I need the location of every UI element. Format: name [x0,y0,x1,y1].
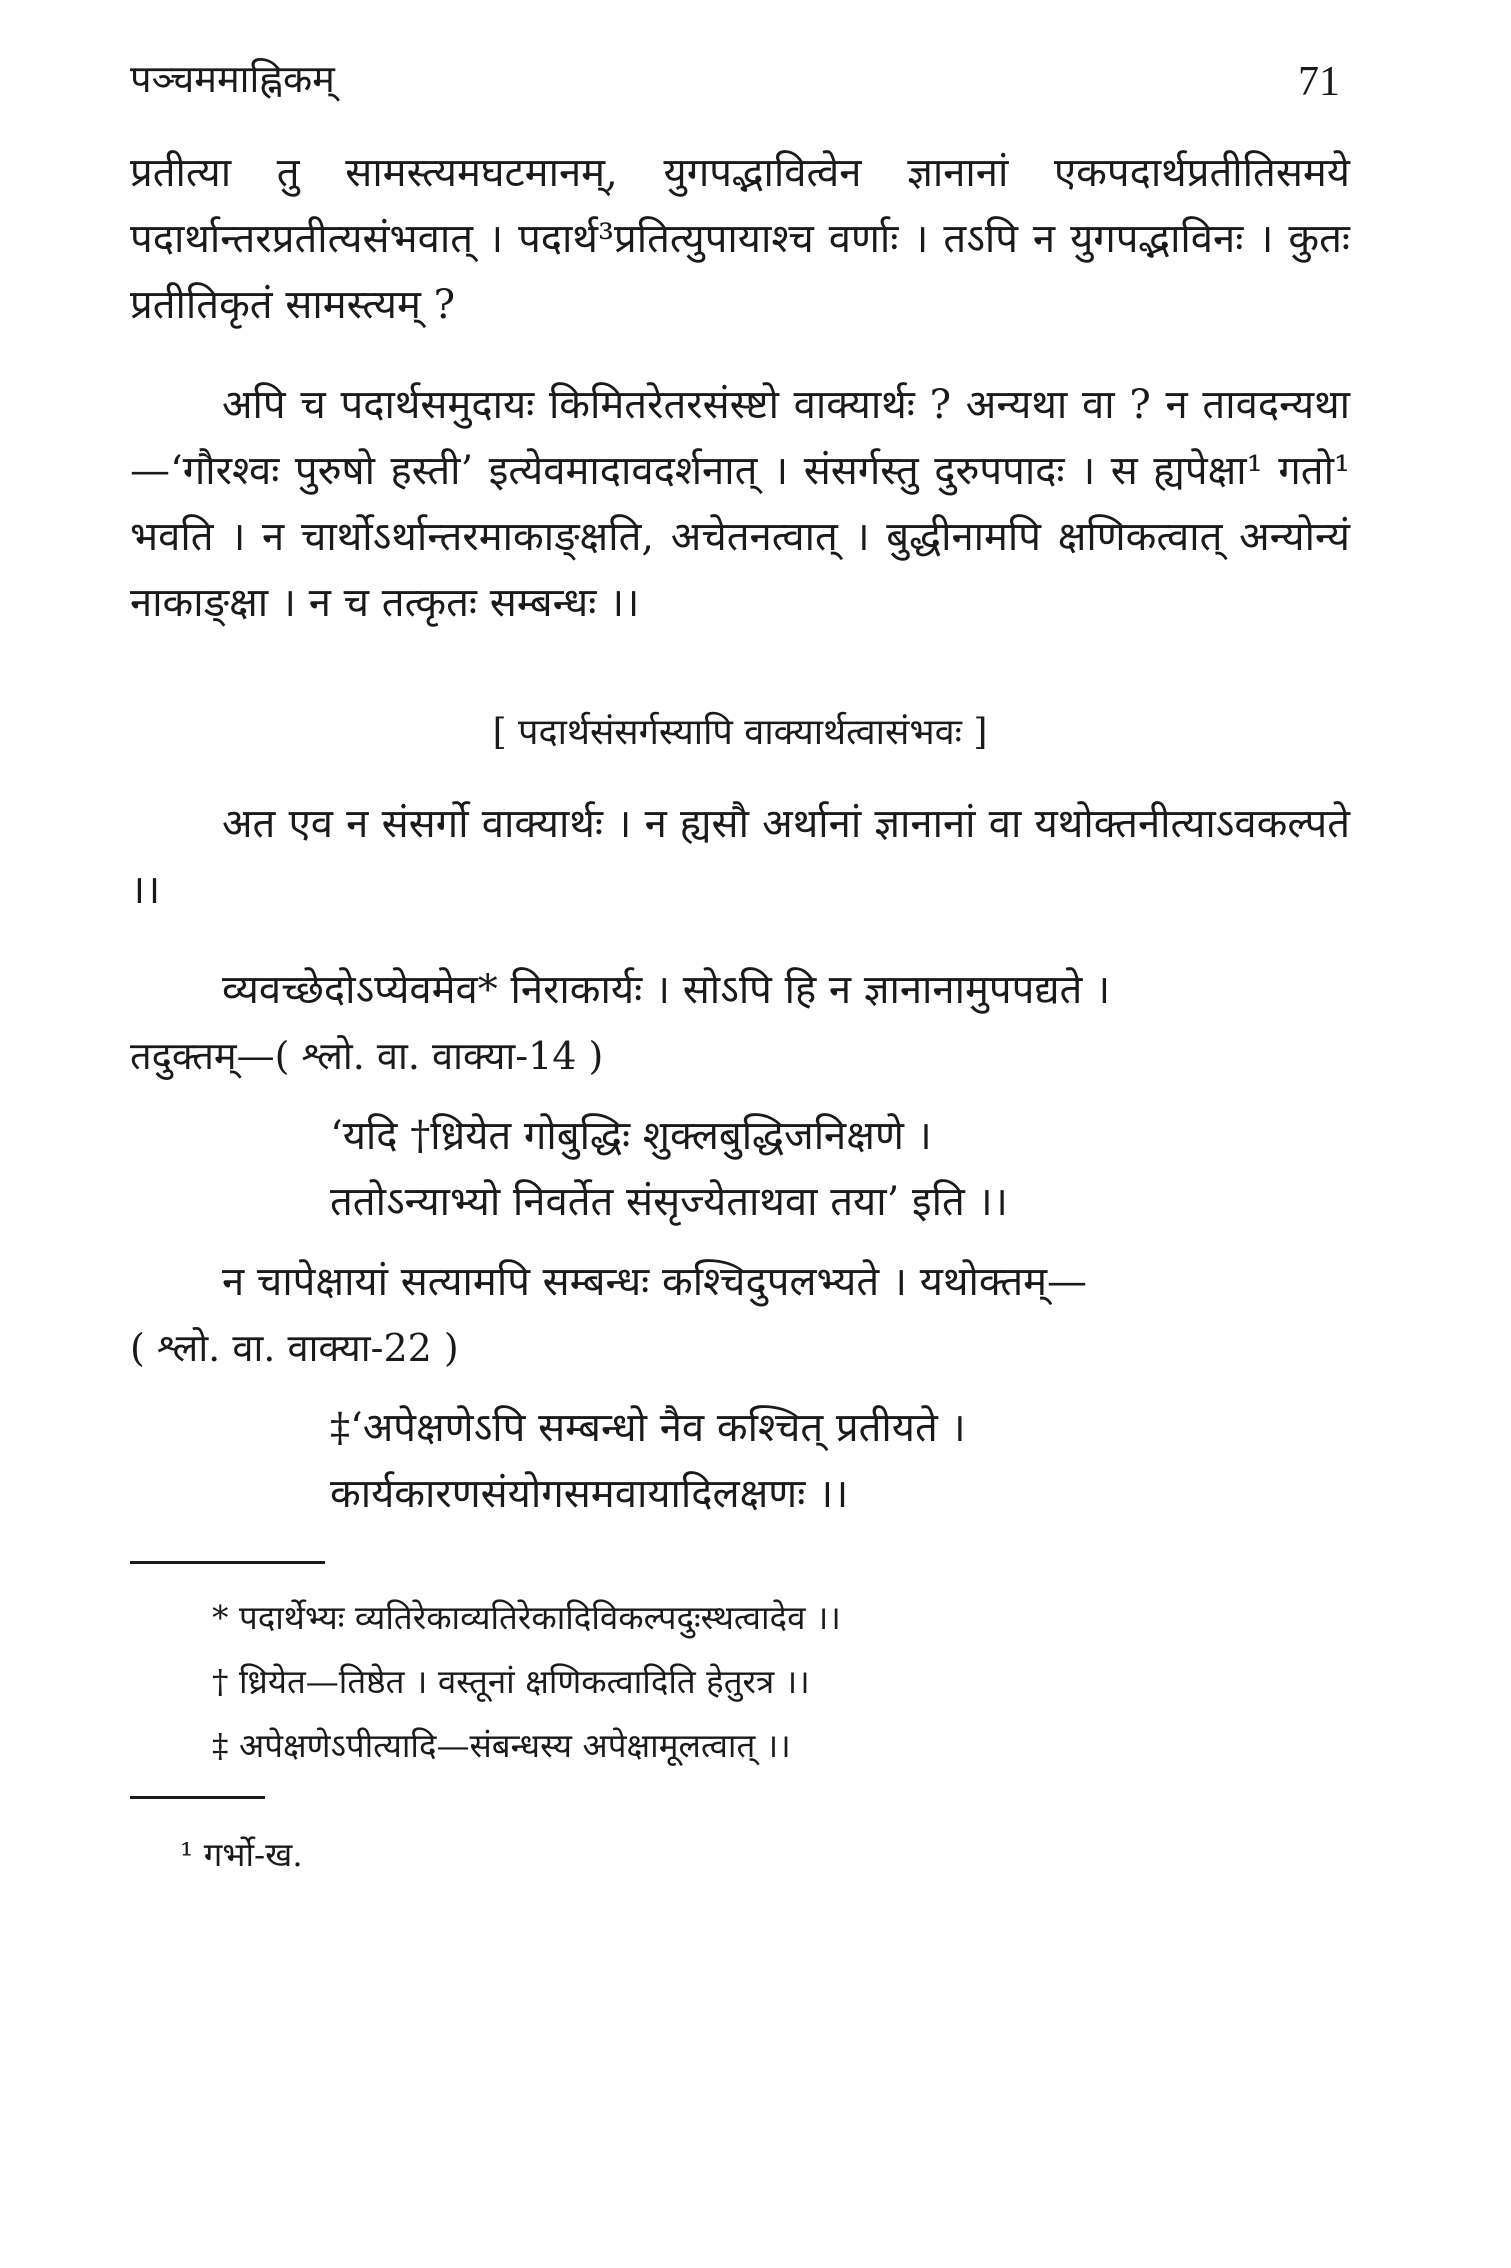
verse-2-line-2: कार्यकारणसंयोगसमवायादिलक्षणः ।। [330,1471,849,1517]
verse-1 [130,1103,1350,1235]
verse-1-line-2: ततोऽन्याभ्यो निवर्तेत संसृज्येताथवा तया’ इति ।। [330,1179,1008,1225]
paragraph-5: न चापेक्षायां सत्यामपि सम्बन्धः कश्चिदुपलभ्यते । यथोक्तम्— [222,1259,1088,1305]
verse-2-line-1: ‡‘अपेक्षणेऽपि सम्बन्धो नैव कश्चित् प्रतीयते । [330,1405,966,1451]
footnote-dagger: † ध्रियेत—तिष्ठेत । वस्तूनां क्षणिकत्वादिति हेतुरत्र ।। [212,1662,810,1701]
main-text [130,140,1350,1885]
chapter-title: पञ्चममाह्निकम् [130,57,335,101]
page-number: 71 [1298,59,1340,105]
paragraph-3: अत एव न संसर्गो वाक्यार्थः । न ह्यसौ अर्थानां ज्ञानानां वा यथोक्तनीत्याऽवकल्पते ।। [130,801,1350,913]
footnote-asterisk: * पदार्थेभ्यः व्यतिरेकाव्यतिरेकादिविकल्पदुःस्थत्वादेव ।। [212,1598,841,1637]
paragraph-1: प्रतीत्या तु सामस्त्यमघटमानम्, युगपद्भावित्वेन ज्ञानानां एकपदार्थप्रतीतिसमये पदार्थान्तरप्रतीत्यसंभवात् । पदार्थ³प्रतित्युपायाश्च वर्णाः । तऽपि न युगपद्भाविनः । कुतः प्रतीतिकृतं सामस्त्यम् ? [130,150,1350,328]
paragraph-2: अपि च पदार्थसमुदायः किमितरेतरसंस्ष्टो वाक्यार्थः ? अन्यथा वा ? न तावदन्यथा—‘गौरश्वः पुरुषो हस्ती’ इत्येवमादावदर्शनात् । संसर्गस्तु दुरुपपादः । स ह्यपेक्षा¹ गतो¹ भवति । न चार्थोऽर्थान्तरमाकाङ्क्षति, अचेतनत्वात् । बुद्धीनामपि क्षणिकत्वात् अन्योन्यं नाकाङ्क्षा । न च तत्कृतः सम्बन्धः ।। [130,382,1350,626]
citation-ref-1: तदुक्तम्—( श्लो. वा. वाक्या-14 ) [130,1034,604,1078]
variant-reading-note: ¹ गर्भो-ख. [180,1835,303,1874]
verse-1-line-1: ‘यदि †ध्रियेत गोबुद्धिः शुक्लबुद्धिजनिक्षणे । [330,1113,932,1159]
variant-divider [130,1796,265,1799]
footnote-double-dagger: ‡ अपेक्षणेऽपीत्यादि—संबन्धस्य अपेक्षामूलत्वात् ।। [212,1726,791,1765]
section-heading: [ पदार्थसंसर्गस्यापि वाक्यार्थत्वासंभवः ] [492,712,988,753]
paragraph-4: व्यवच्छेदोऽप्येवमेव* निराकार्यः । सोऽपि हि न ज्ञानानामुपपद्यते । [222,967,1111,1013]
running-header [130,52,1350,122]
verse-2 [130,1395,1350,1527]
citation-ref-2: ( श्लो. वा. वाक्या-22 ) [130,1326,459,1370]
footnote-divider [130,1561,325,1564]
